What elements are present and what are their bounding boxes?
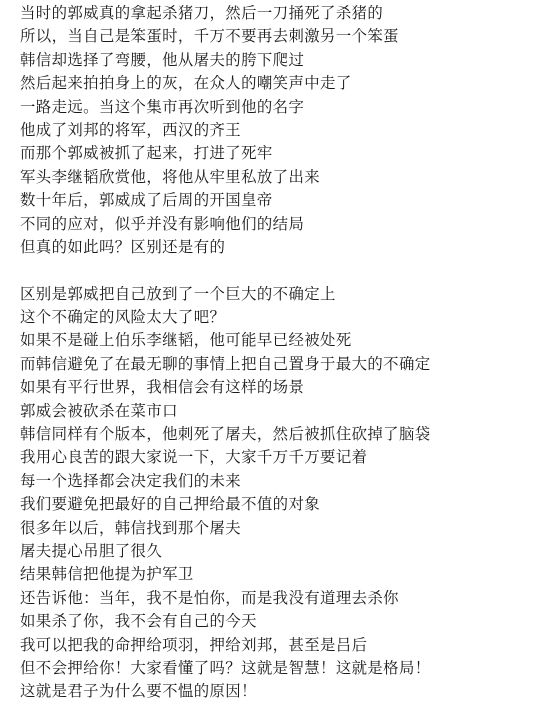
text-line: 每一个选择都会决定我们的未来 — [20, 471, 242, 490]
text-line: 我可以把我的命押给项羽，押给刘邦，甚至是吕后 — [20, 635, 368, 654]
text-line: 很多年以后，韩信找到那个屠夫 — [20, 518, 242, 537]
text-line: 然后起来拍拍身上的灰，在众人的嘲笑声中走了 — [20, 74, 352, 93]
text-line: 一路走远。当这个集市再次听到他的名字 — [20, 97, 305, 116]
article-text — [20, 2, 530, 704]
text-line: 不同的应对，似乎并没有影响他们的结局 — [20, 214, 305, 233]
text-line: 我们要避免把最好的自己押给最不值的对象 — [20, 495, 321, 514]
text-line: 屠夫提心吊胆了很久 — [20, 541, 163, 560]
text-line: 韩信同样有个版本，他刺死了屠夫，然后被抓住砍掉了脑袋 — [20, 425, 431, 444]
text-line: 结果韩信把他提为护军卫 — [20, 565, 194, 584]
text-line: 如果有平行世界，我相信会有这样的场景 — [20, 378, 305, 397]
text-line: 他成了刘邦的将军，西汉的齐王 — [20, 120, 242, 139]
text-line: 但不会押给你！大家看懂了吗？这就是智慧！这就是格局！ — [20, 658, 431, 677]
text-line: 而那个郭威被抓了起来，打进了死牢 — [20, 144, 273, 163]
text-line: 这就是君子为什么要不愠的原因！ — [20, 682, 257, 701]
text-line: 当时的郭威真的拿起杀猪刀，然后一刀捅死了杀猪的 — [20, 4, 384, 22]
text-line: 军头李继韬欣赏他，将他从牢里私放了出来 — [20, 167, 321, 186]
text-line: 这个不确定的风险太大了吧？ — [20, 308, 226, 327]
text-line: 而韩信避免了在最无聊的事情上把自己置身于最大的不确定 — [20, 354, 431, 373]
text-line: 如果杀了你，我不会有自己的今天 — [20, 612, 257, 631]
paragraph-1 — [20, 2, 530, 259]
text-line: 数十年后，郭威成了后周的开国皇帝 — [20, 191, 273, 210]
text-line: 但真的如此吗？区别还是有的 — [20, 237, 226, 256]
paragraph-2 — [20, 283, 530, 704]
text-line: 如果不是碰上伯乐李继韬，他可能早已经被处死 — [20, 331, 352, 350]
text-line: 区别是郭威把自己放到了一个巨大的不确定上 — [20, 284, 336, 303]
text-line: 韩信却选择了弯腰，他从屠夫的胯下爬过 — [20, 50, 305, 69]
paragraph-gap — [20, 259, 530, 282]
text-line: 还告诉他：当年，我不是怕你，而是我没有道理去杀你 — [20, 588, 399, 607]
text-line: 郭威会被砍杀在菜市口 — [20, 401, 178, 420]
text-line: 所以，当自己是笨蛋时，千万不要再去刺激另一个笨蛋 — [20, 27, 399, 46]
text-line: 我用心良苦的跟大家说一下，大家千万千万要记着 — [20, 448, 368, 467]
